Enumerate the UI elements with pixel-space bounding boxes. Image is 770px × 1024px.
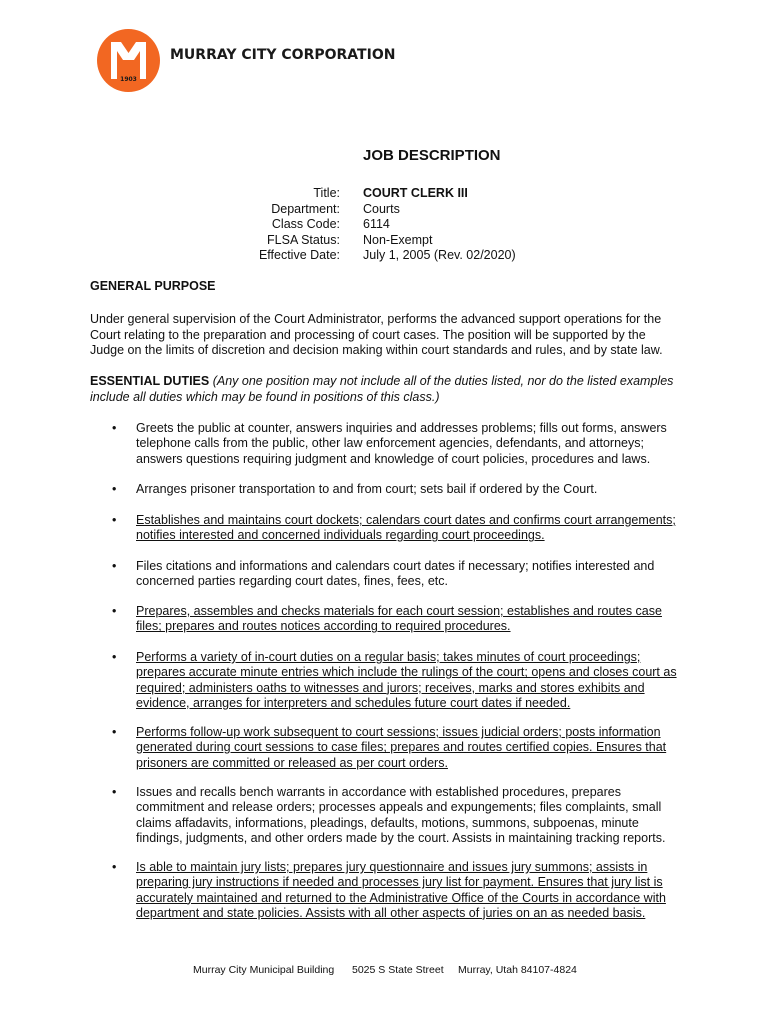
essential-duties-heading bbox=[90, 374, 680, 405]
bullet-icon: • bbox=[112, 725, 117, 739]
bullet-icon: • bbox=[112, 482, 117, 496]
meta-value-flsa-status: Non-Exempt bbox=[363, 232, 433, 247]
bullet-icon: • bbox=[112, 785, 117, 799]
duty-text: Issues and recalls bench warrants in accordance with established procedures, prepares commitment and release orders; processes appeals and expungements; files complaints, small claims affadavits, informations, pleadings, defaults, motions, summons, subpoenas, minute findings, judgments, and other orders made by the court. Assists in maintaining tracking reports. bbox=[136, 785, 666, 845]
general-purpose-text: Under general supervision of the Court Administrator, performs the advanced support operations for the Court relating to the preparation and processing of court cases. The position will be supported by the Judge on the limits of discretion and decision making within court standards and rules, and by state law. bbox=[90, 312, 663, 357]
duty-text: Arranges prisoner transportation to and from court; sets bail if ordered by the Court. bbox=[136, 482, 598, 496]
meta-value-class-code: 6114 bbox=[363, 217, 390, 231]
footer-city: Murray, Utah 84107-4824 bbox=[458, 964, 577, 976]
essential-duties-title: ESSENTIAL DUTIES bbox=[90, 374, 210, 388]
essential-duties-note: (Any one position may not include all of the duties listed, nor do the listed examples include all duties which may be found in positions of this class.) bbox=[90, 374, 674, 404]
duty-text: Is able to maintain jury lists; prepares jury questionnaire and issues jury summons; assists in preparing jury instructions if needed and processes jury list for payment. Ensures that jury list is accurately maintained and returned to the Administrative Office of the Courts in accordance with department and state policies. Assists with all other aspects of juries on an as needed basis. bbox=[136, 860, 666, 920]
meta-label-effective-date: Effective Date: bbox=[258, 248, 340, 262]
duty-text: Establishes and maintains court dockets; calendars court dates and confirms court arrangements; notifies interested and concerned individuals regarding court proceedings. bbox=[136, 513, 676, 543]
bullet-icon: • bbox=[112, 421, 117, 435]
organization-name: MURRAY CITY CORPORATION bbox=[170, 47, 396, 63]
bullet-icon: • bbox=[112, 604, 117, 618]
duty-text: Files citations and informations and calendars court dates if necessary; notifies interested and concerned parties regarding court dates, fines, fees, etc. bbox=[136, 559, 655, 589]
murray-city-logo bbox=[97, 29, 160, 92]
bullet-icon: • bbox=[112, 559, 117, 573]
meta-label-class-code: Class Code: bbox=[271, 217, 340, 231]
bullet-icon: • bbox=[112, 513, 117, 527]
meta-value-effective-date: July 1, 2005 (Rev. 02/2020) bbox=[363, 248, 516, 262]
meta-value-department: Courts bbox=[363, 201, 400, 216]
duty-text: Greets the public at counter, answers inquiries and addresses problems; fills out forms, answers telephone calls from the public, other law enforcement agencies, defendants, and attorneys; answers questions requiring judgment and knowledge of court policies, procedures and laws. bbox=[136, 421, 667, 466]
meta-values bbox=[363, 186, 663, 264]
duty-text: Prepares, assembles and checks materials for each court session; establishes and routes case files; prepares and routes notices according to required procedures. bbox=[136, 604, 662, 634]
meta-label-department: Department: bbox=[271, 201, 340, 216]
meta-label-title: Title: bbox=[313, 186, 340, 200]
footer-street: 5025 S State Street bbox=[352, 964, 444, 976]
logo-m-icon bbox=[97, 29, 160, 92]
general-purpose-title: GENERAL PURPOSE bbox=[90, 279, 216, 293]
duty-text: Performs a variety of in-court duties on a regular basis; takes minutes of court proceedings; prepares accurate minute entries which include the rulings of the court; opens and closes court as required; administers oaths to witnesses and jurors; receives, marks and stores exhibits and evidence, arranges for interpreters and schedules future court dates if needed. bbox=[136, 650, 677, 710]
bullet-icon: • bbox=[112, 860, 117, 874]
meta-value-title: COURT CLERK III bbox=[363, 186, 468, 200]
logo-year: 1903 bbox=[120, 76, 137, 83]
bullet-icon: • bbox=[112, 650, 117, 664]
footer-building: Murray City Municipal Building bbox=[193, 964, 335, 976]
document-heading: JOB DESCRIPTION bbox=[363, 147, 501, 164]
meta-label-flsa-status: FLSA Status: bbox=[267, 232, 340, 247]
meta-labels bbox=[220, 186, 340, 264]
duty-text: Performs follow-up work subsequent to court sessions; issues judicial orders; posts information generated during court sessions to case files; prepares and routes certified copies. Ensures that prisoners are committed or released as per court orders. bbox=[136, 725, 667, 770]
